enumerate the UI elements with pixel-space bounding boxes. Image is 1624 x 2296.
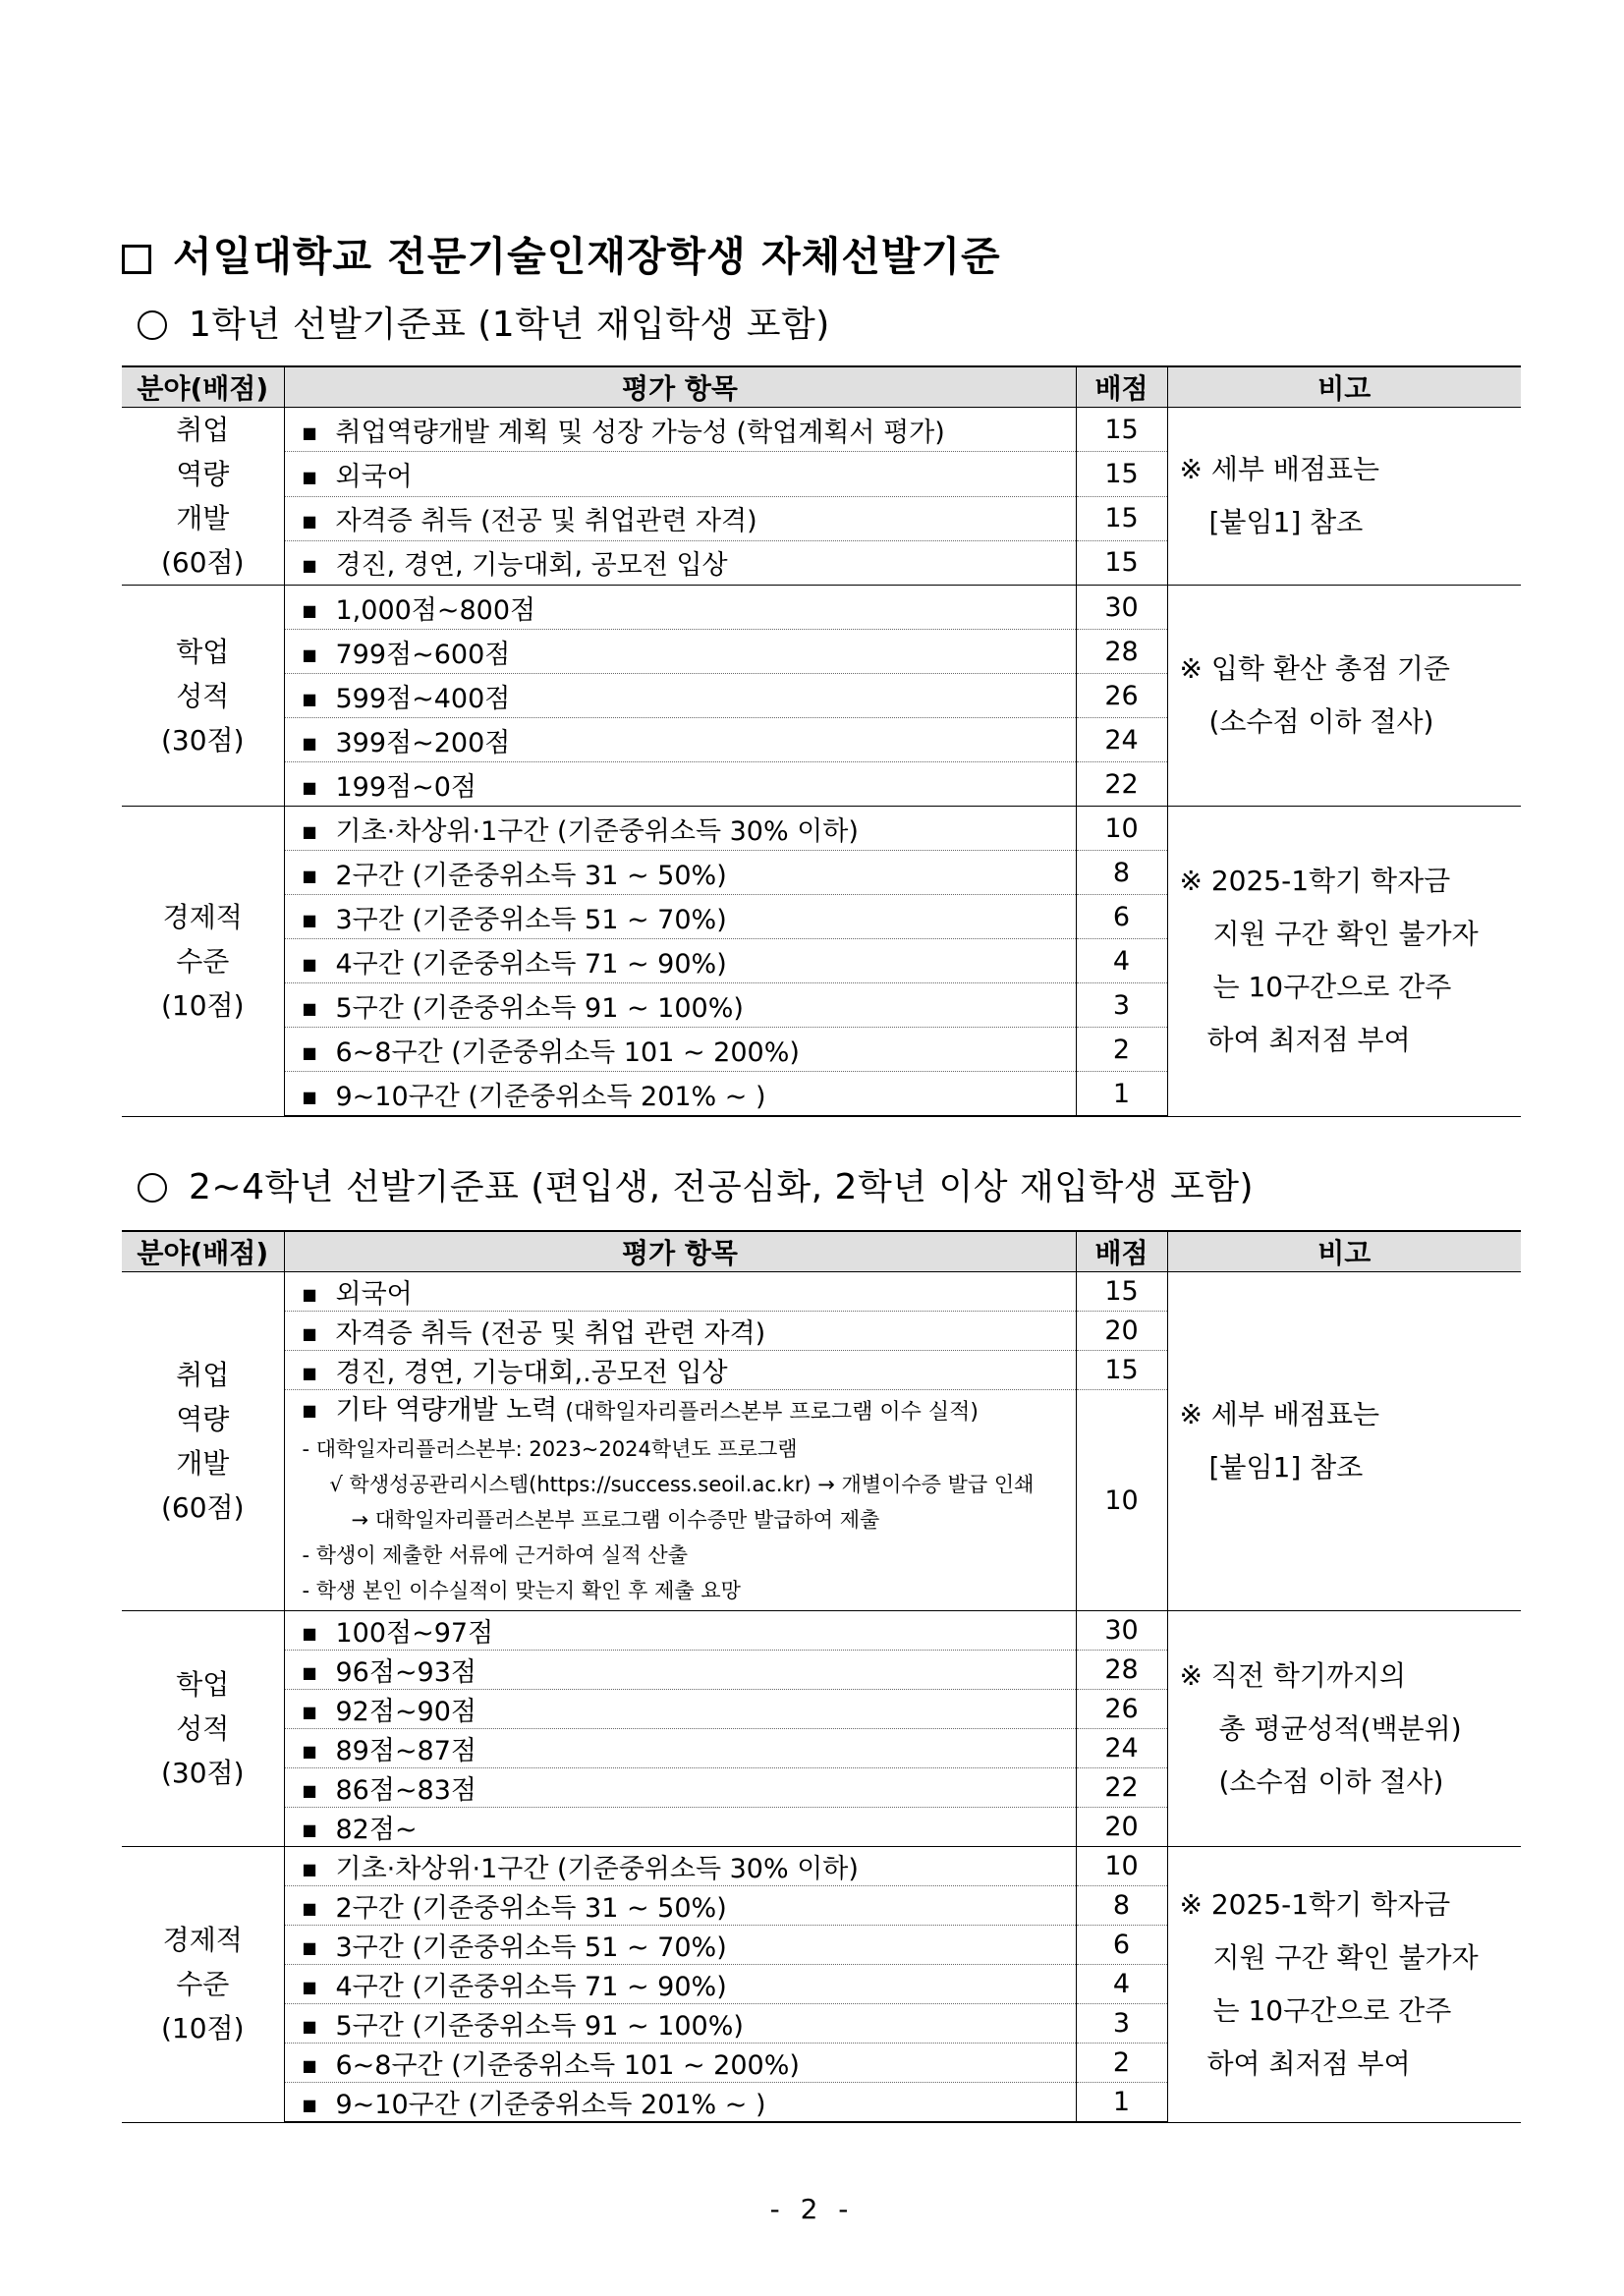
score-cell: 26 (1076, 1690, 1167, 1729)
table-row (122, 1611, 1521, 1651)
item-text: 599점~400점 (335, 683, 511, 714)
score-cell: 24 (1076, 718, 1167, 762)
item-text: 3구간 (기준중위소득 51 ~ 70%) (335, 1932, 727, 1963)
note-line: ※ 2025-1학기 학자금 (1179, 865, 1451, 898)
item-text: 89점~87점 (335, 1736, 476, 1766)
score-cell: 20 (1076, 1312, 1167, 1351)
extra-sub-line: - 대학일자리플러스본부: 2023~2024학년도 프로그램 (302, 1437, 798, 1461)
item-cell (284, 1926, 1076, 1965)
item-cell (284, 718, 1076, 762)
note-cell (1167, 807, 1521, 1117)
item-cell (284, 1028, 1076, 1072)
square-bullet-icon: ■ (302, 1742, 317, 1761)
item-cell (284, 1272, 1076, 1312)
category-line: 학업 (176, 1668, 230, 1701)
square-bullet-icon: ■ (302, 600, 317, 620)
note-cell (1167, 408, 1521, 586)
extra-sub-line: √ 학생성공관리시스템(https://success.seoil.ac.kr) → 개별이수증 발급 인쇄 (329, 1473, 1035, 1496)
category-line: 경제적 (162, 900, 243, 933)
table-row (122, 1847, 1521, 1886)
item-text: 자격증 취득 (전공 및 취업관련 자격) (335, 506, 757, 537)
item-cell (284, 630, 1076, 674)
score-cell: 3 (1076, 2004, 1167, 2044)
page-number: - 2 - (769, 2193, 855, 2225)
extra-main-text: 기타 역량개발 노력 (335, 1395, 558, 1426)
score-cell: 30 (1076, 586, 1167, 630)
category-line: 성적 (176, 1712, 230, 1745)
item-text: 9~10구간 (기준중위소득 201% ~ ) (335, 2090, 766, 2120)
extra-sub-line: → 대학일자리플러스본부 프로그램 이수증만 발급하여 제출 (351, 1508, 880, 1532)
category-line: 개발 (176, 502, 230, 534)
item-text: 2구간 (기준중위소득 31 ~ 50%) (335, 860, 727, 891)
item-text: 3구간 (기준중위소득 51 ~ 70%) (335, 904, 727, 935)
header-score: 배점 (1076, 1231, 1167, 1272)
header-category: 분야(배점) (122, 366, 284, 408)
header-item: 평가 항목 (284, 1231, 1076, 1272)
item-cell (284, 496, 1076, 540)
item-cell (284, 807, 1076, 851)
note-line: ※ 입학 환산 총점 기준 (1179, 652, 1450, 685)
square-bullet-icon: ■ (302, 1624, 317, 1643)
score-cell: 8 (1076, 1886, 1167, 1926)
square-bullet-icon: ■ (302, 1042, 317, 1062)
item-text: 86점~83점 (335, 1775, 476, 1806)
item-text: 799점~600점 (335, 639, 511, 670)
item-cell (284, 1847, 1076, 1886)
note-line: 총 평균성적(백분위) (1218, 1711, 1462, 1745)
square-bullet-icon: ■ (302, 910, 317, 929)
extra-sub-line: - 학생이 제출한 서류에 근거하여 실적 산출 (302, 1543, 688, 1567)
score-cell: 15 (1076, 1272, 1167, 1312)
note-cell (1167, 586, 1521, 807)
square-bullet-icon: ■ (302, 998, 317, 1018)
item-text: 1,000점~800점 (335, 594, 536, 626)
square-bullet-icon: ■ (302, 1820, 317, 1839)
item-text: 82점~ (335, 1815, 418, 1845)
note-line: 하여 최저점 부여 (1206, 2046, 1411, 2080)
item-cell (284, 586, 1076, 630)
square-bullet-icon: ■ (302, 866, 317, 885)
header-item: 평가 항목 (284, 366, 1076, 408)
category-line: 역량 (176, 1403, 230, 1435)
selection-table-year2-4 (122, 1230, 1521, 2123)
score-cell: 10 (1076, 1847, 1167, 1886)
score-cell: 10 (1076, 1390, 1167, 1611)
category-cell (122, 1611, 284, 1847)
note-line: ※ 직전 학기까지의 (1179, 1658, 1407, 1692)
square-bullet-icon: ■ (302, 1899, 317, 1918)
note-line: 는 10구간으로 간주 (1212, 971, 1452, 1004)
category-line: 학업 (176, 635, 230, 668)
score-cell: 22 (1076, 1768, 1167, 1808)
item-cell (284, 1808, 1076, 1847)
extra-sub-line: - 학생 본인 이수실적이 맞는지 확인 후 제출 요망 (302, 1579, 741, 1602)
square-bullet-icon: ■ (302, 777, 317, 797)
category-line: 취업 (176, 414, 230, 446)
item-text: 경진, 경연, 기능대회, 공모전 입상 (335, 550, 728, 582)
table-row (122, 1272, 1521, 1312)
note-line: ※ 세부 배점표는 (1179, 453, 1380, 485)
item-text: 9~10구간 (기준중위소득 201% ~ ) (335, 1081, 766, 1112)
item-text: 100점~97점 (335, 1618, 494, 1649)
item-text: 기초·차상위·1구간 (기준중위소득 30% 이하) (335, 815, 859, 847)
header-score: 배점 (1076, 366, 1167, 408)
category-line: 경제적 (162, 1924, 243, 1957)
note-cell (1167, 1272, 1521, 1611)
note-line: [붙임1] 참조 (1208, 506, 1364, 538)
item-cell (284, 1886, 1076, 1926)
item-text: 외국어 (335, 1279, 413, 1310)
square-bullet-icon: ■ (302, 556, 317, 576)
header-note: 비고 (1167, 1231, 1521, 1272)
item-cell (284, 939, 1076, 983)
item-cell (284, 1768, 1076, 1808)
item-text: 399점~200점 (335, 727, 511, 758)
item-cell (284, 2083, 1076, 2123)
square-bullet-icon: ■ (302, 1781, 317, 1800)
category-line: 수준 (176, 1968, 230, 2001)
note-line: ※ 세부 배점표는 (1179, 1398, 1380, 1430)
item-cell (284, 408, 1076, 452)
square-bullet-icon: ■ (302, 821, 317, 841)
item-text: 자격증 취득 (전공 및 취업 관련 자격) (335, 1318, 766, 1349)
item-cell (284, 895, 1076, 939)
square-bullet-icon: ■ (302, 2056, 317, 2075)
category-cell (122, 807, 284, 1117)
square-bullet-icon: ■ (302, 2017, 317, 2036)
category-line: (60점) (160, 546, 245, 579)
square-bullet-icon: ■ (302, 1938, 317, 1957)
item-text: 199점~0점 (335, 771, 476, 803)
table-header-row (122, 1231, 1521, 1272)
score-cell: 22 (1076, 762, 1167, 807)
header-category: 분야(배점) (122, 1231, 284, 1272)
category-line: 취업 (176, 1359, 230, 1391)
category-cell (122, 1272, 284, 1611)
category-line: (30점) (160, 723, 245, 756)
square-bullet-icon: ■ (302, 1087, 317, 1106)
item-text: 4구간 (기준중위소득 71 ~ 90%) (335, 948, 727, 980)
note-line: 는 10구간으로 간주 (1212, 1993, 1452, 2027)
category-cell (122, 586, 284, 807)
selection-table-year1 (122, 365, 1521, 1117)
square-bullet-icon: ■ (302, 1663, 317, 1682)
item-cell (284, 762, 1076, 807)
square-bullet-icon: ■ (302, 1978, 317, 1996)
note-line: 지원 구간 확인 불가자 (1212, 918, 1479, 951)
score-cell: 15 (1076, 408, 1167, 452)
item-cell (284, 1651, 1076, 1690)
note-cell (1167, 1611, 1521, 1847)
item-cell (284, 983, 1076, 1028)
item-text: 5구간 (기준중위소득 91 ~ 100%) (335, 992, 744, 1024)
item-cell-extra (284, 1390, 1076, 1611)
score-cell: 8 (1076, 851, 1167, 895)
note-line: (소수점 이하 절사) (1218, 1764, 1444, 1798)
item-text: 2구간 (기준중위소득 31 ~ 50%) (335, 1893, 727, 1924)
item-cell (284, 1072, 1076, 1117)
category-line: 성적 (176, 679, 230, 712)
category-cell (122, 408, 284, 586)
item-text: 6~8구간 (기준중위소득 101 ~ 200%) (335, 1036, 800, 1068)
square-bullet-icon: ■ (302, 1285, 317, 1304)
score-cell: 1 (1076, 2083, 1167, 2123)
item-cell (284, 540, 1076, 585)
square-bullet-icon: ■ (302, 644, 317, 664)
category-line: 수준 (176, 944, 230, 978)
item-cell (284, 1611, 1076, 1651)
section1-heading: 1학년 선발기준표 (1학년 재입학생 포함) (138, 297, 830, 347)
item-cell (284, 1312, 1076, 1351)
item-text: 6~8구간 (기준중위소득 101 ~ 200%) (335, 2050, 800, 2081)
circle-bullet-icon (138, 310, 167, 340)
category-line: (10점) (160, 988, 245, 1022)
score-cell: 26 (1076, 674, 1167, 718)
score-cell: 6 (1076, 1926, 1167, 1965)
category-line: (10점) (160, 2012, 245, 2045)
item-cell (284, 1351, 1076, 1390)
note-line: (소수점 이하 절사) (1208, 705, 1434, 738)
item-text: 취업역량개발 계획 및 성장 가능성 (학업계획서 평가) (335, 417, 945, 448)
square-bullet-icon: ■ (302, 1401, 317, 1420)
score-cell: 15 (1076, 1351, 1167, 1390)
item-text: 기초·차상위·1구간 (기준중위소득 30% 이하) (335, 1854, 859, 1884)
circle-bullet-icon (138, 1173, 167, 1203)
category-line: (30점) (160, 1757, 245, 1789)
score-cell: 30 (1076, 1611, 1167, 1651)
item-cell (284, 851, 1076, 895)
item-text: 92점~90점 (335, 1697, 476, 1727)
category-cell (122, 1847, 284, 2123)
table-row (122, 408, 1521, 452)
score-cell: 4 (1076, 939, 1167, 983)
score-cell: 2 (1076, 1028, 1167, 1072)
item-text: 5구간 (기준중위소득 91 ~ 100%) (335, 2011, 744, 2042)
square-bullet-icon: ■ (302, 689, 317, 708)
square-bullet-icon: ■ (302, 512, 317, 532)
table-row (122, 586, 1521, 630)
score-cell: 20 (1076, 1808, 1167, 1847)
note-cell (1167, 1847, 1521, 2123)
category-line: (60점) (160, 1491, 245, 1524)
item-text: 4구간 (기준중위소득 71 ~ 90%) (335, 1972, 727, 2002)
square-bullet-icon: ■ (302, 1324, 317, 1343)
item-cell (284, 1965, 1076, 2004)
score-cell: 15 (1076, 452, 1167, 496)
square-bullet-icon: ■ (302, 2096, 317, 2114)
note-line: [붙임1] 참조 (1208, 1451, 1364, 1484)
section2-heading: 2~4학년 선발기준표 (편입생, 전공심화, 2학년 이상 재입학생 포함) (138, 1159, 1254, 1209)
note-line: 하여 최저점 부여 (1206, 1024, 1411, 1057)
page-title: 서일대학교 전문기술인재장학생 자체선발기준 (122, 224, 1001, 282)
score-cell: 6 (1076, 895, 1167, 939)
score-cell: 15 (1076, 496, 1167, 540)
header-note: 비고 (1167, 366, 1521, 408)
square-bullet-icon: ■ (302, 422, 317, 442)
score-cell: 24 (1076, 1729, 1167, 1768)
square-bullet-icon: ■ (302, 954, 317, 974)
extra-main-line (303, 1392, 1076, 1431)
table-row (122, 807, 1521, 851)
score-cell: 28 (1076, 630, 1167, 674)
score-cell: 28 (1076, 1651, 1167, 1690)
score-cell: 3 (1076, 983, 1167, 1028)
item-text: 96점~93점 (335, 1657, 476, 1688)
score-cell: 2 (1076, 2044, 1167, 2083)
score-cell: 15 (1076, 540, 1167, 585)
note-line: 지원 구간 확인 불가자 (1212, 1940, 1479, 1974)
item-text: 경진, 경연, 기능대회,.공모전 입상 (335, 1358, 728, 1388)
extra-main-small: (대학일자리플러스본부 프로그램 이수 실적) (565, 1400, 980, 1425)
item-cell (284, 674, 1076, 718)
item-cell (284, 1729, 1076, 1768)
category-line: 역량 (176, 458, 230, 490)
item-cell (284, 2044, 1076, 2083)
score-cell: 10 (1076, 807, 1167, 851)
item-text: 외국어 (335, 461, 413, 492)
score-cell: 4 (1076, 1965, 1167, 2004)
item-cell (284, 452, 1076, 496)
square-bullet-icon: ■ (302, 733, 317, 753)
square-bullet-icon: ■ (302, 1364, 317, 1382)
table-header-row (122, 366, 1521, 408)
item-cell (284, 2004, 1076, 2044)
score-cell: 1 (1076, 1072, 1167, 1117)
square-bullet-icon: ■ (302, 1703, 317, 1721)
note-line: ※ 2025-1학기 학자금 (1179, 1887, 1451, 1921)
square-bullet-icon: ■ (302, 467, 317, 486)
item-cell (284, 1690, 1076, 1729)
square-bullet-icon: ■ (302, 1860, 317, 1878)
category-line: 개발 (176, 1447, 230, 1480)
checkbox-square-icon (122, 245, 151, 274)
